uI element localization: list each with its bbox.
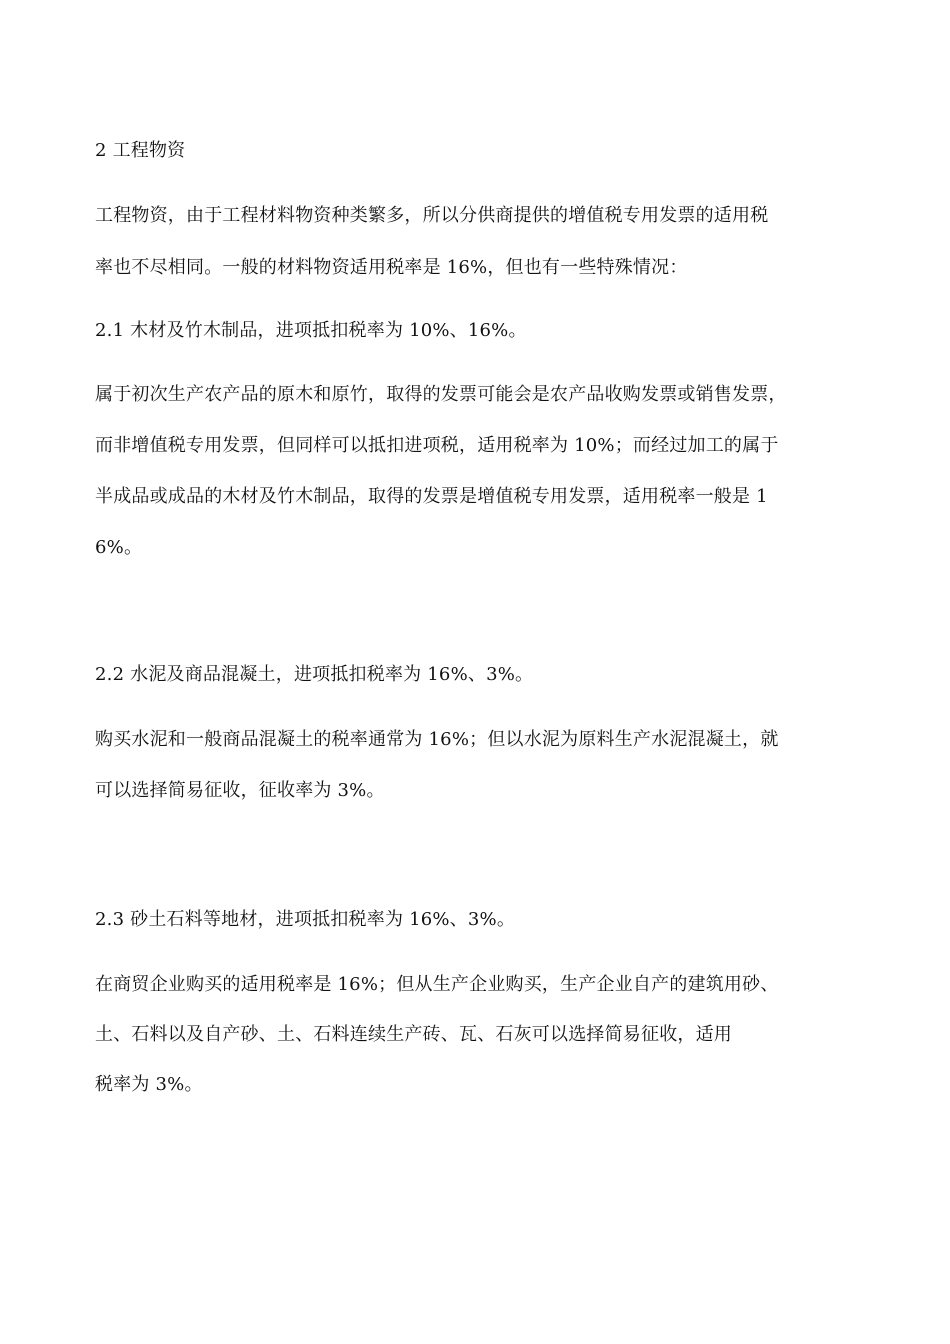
paragraph-line: 在商贸企业购买的适用税率是 16%；但从生产企业购买，生产企业自产的建筑用砂、 bbox=[95, 974, 779, 995]
section-heading: 2 工程物资 bbox=[95, 140, 186, 161]
paragraph-line: 6%。 bbox=[95, 537, 143, 558]
paragraph-line: 土、石料以及自产砂、土、石料连续生产砖、瓦、石灰可以选择简易征收，适用 bbox=[95, 1024, 732, 1045]
paragraph-line: 属于初次生产农产品的原木和原竹，取得的发票可能会是农产品收购发票或销售发票， bbox=[95, 384, 787, 405]
subsection-heading-2-2: 2.2 水泥及商品混凝土，进项抵扣税率为 16%、3%。 bbox=[95, 664, 534, 685]
paragraph-line: 半成品或成品的木材及竹木制品，取得的发票是增值税专用发票，适用税率一般是 1 bbox=[95, 486, 768, 507]
intro-line: 率也不尽相同。一般的材料物资适用税率是 16%，但也有一些特殊情况： bbox=[95, 257, 688, 278]
paragraph-line: 而非增值税专用发票，但同样可以抵扣进项税，适用税率为 10%；而经过加工的属于 bbox=[95, 435, 779, 456]
paragraph-line: 购买水泥和一般商品混凝土的税率通常为 16%；但以水泥为原料生产水泥混凝土，就 bbox=[95, 729, 779, 750]
subsection-heading-2-1: 2.1 木材及竹木制品，进项抵扣税率为 10%、16%。 bbox=[95, 320, 527, 341]
paragraph-line: 税率为 3%。 bbox=[95, 1074, 203, 1095]
paragraph-line: 可以选择简易征收，征收率为 3%。 bbox=[95, 780, 385, 801]
subsection-heading-2-3: 2.3 砂土石料等地材，进项抵扣税率为 16%、3%。 bbox=[95, 909, 516, 930]
intro-line: 工程物资，由于工程材料物资种类繁多，所以分供商提供的增值税专用发票的适用税 bbox=[95, 205, 769, 226]
